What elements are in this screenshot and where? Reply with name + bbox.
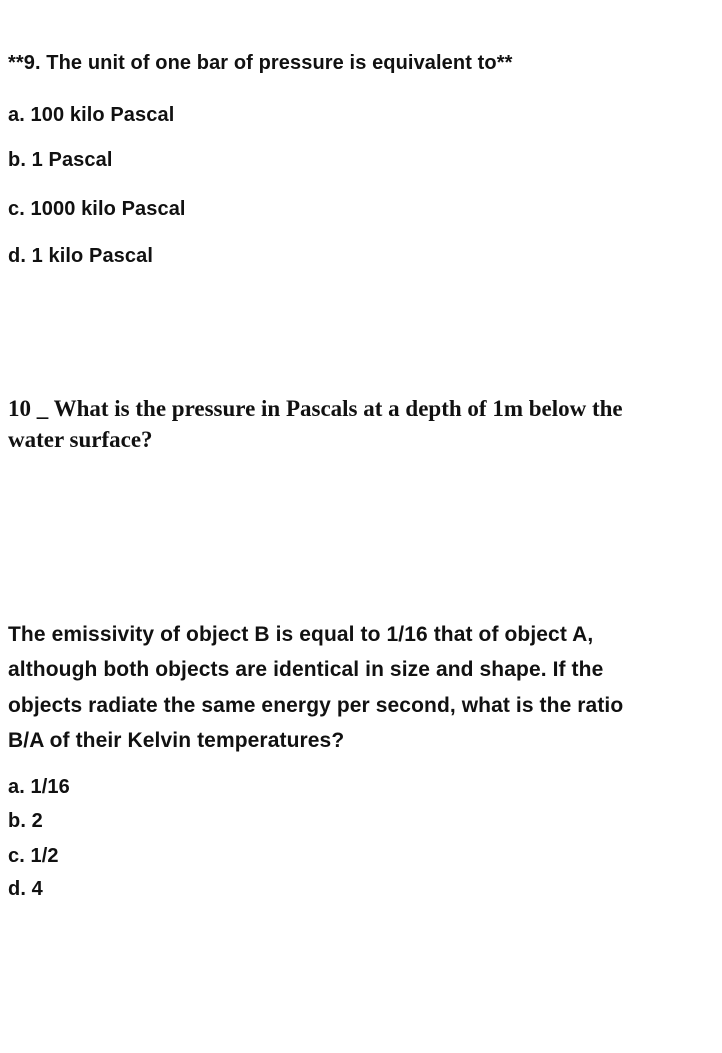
question-9-option-d: d. 1 kilo Pascal (8, 245, 154, 267)
question-emissivity-line-2: although both objects are identical in size and shape. If the (8, 658, 604, 681)
question-emissivity-line-4: B/A of their Kelvin temperatures? (8, 729, 345, 752)
question-9-text: **9. The unit of one bar of pressure is equivalent to** (8, 52, 513, 74)
question-emissivity-option-c: c. 1/2 (8, 845, 59, 867)
question-emissivity-option-b: b. 2 (8, 810, 43, 832)
question-9-option-a: a. 100 kilo Pascal (8, 104, 175, 126)
question-10-text-line-2: water surface? (8, 427, 153, 452)
question-emissivity-line-1: The emissivity of object B is equal to 1/16 that of object A, (8, 623, 594, 646)
question-9-option-b: b. 1 Pascal (8, 149, 113, 171)
question-emissivity-option-a: a. 1/16 (8, 776, 70, 798)
question-9-option-c: c. 1000 kilo Pascal (8, 198, 186, 220)
question-emissivity-option-d: d. 4 (8, 878, 43, 900)
question-10-text-line-1: 10 _ What is the pressure in Pascals at a depth of 1m below the (8, 396, 623, 421)
question-emissivity-line-3: objects radiate the same energy per second, what is the ratio (8, 694, 624, 717)
